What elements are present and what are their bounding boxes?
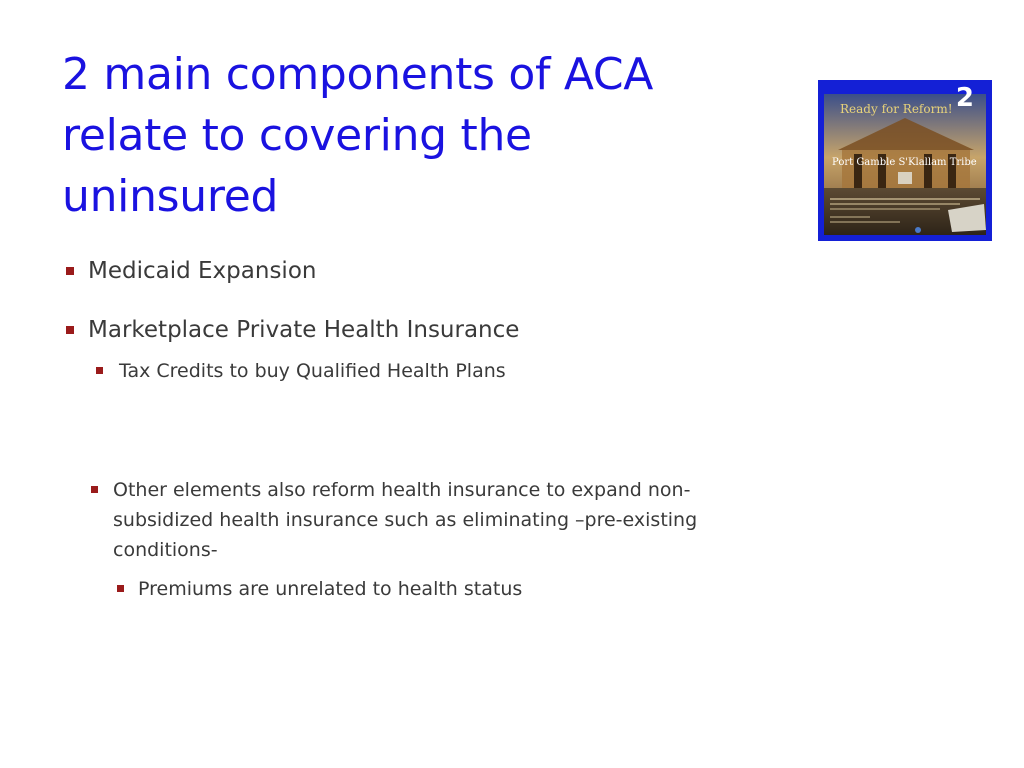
bullet-marker — [91, 486, 98, 493]
bullet-text: Medicaid Expansion — [88, 258, 317, 284]
title-line: 2 main components of ACA — [62, 49, 654, 100]
bullet-text: Marketplace Private Health Insurance — [88, 317, 520, 343]
bullet-text: Tax Credits to buy Qualified Health Plans — [119, 360, 506, 382]
title-line: uninsured — [62, 171, 279, 222]
bullet-marker — [66, 326, 74, 334]
bullet-marker — [66, 267, 74, 275]
sub-bullet-item — [113, 475, 733, 565]
slide-title — [62, 44, 782, 227]
bullet-marker — [96, 367, 103, 374]
thumbnail-caption: Port Gamble S'Klallam Tribe — [832, 157, 977, 168]
title-line: relate to covering the — [62, 110, 532, 161]
bullet-item — [88, 256, 316, 286]
bullet-text: Premiums are unrelated to health status — [138, 578, 523, 600]
sub-bullet-item — [119, 356, 506, 386]
slide-thumbnail — [818, 80, 992, 241]
sub-sub-bullet-item — [138, 574, 522, 604]
thumbnail-headline: Ready for Reform! — [840, 102, 953, 116]
bullet-text: Other elements also reform health insurance to expand non-subsidized health insurance such as eliminating –pre-existing conditions- — [113, 479, 698, 561]
bullet-item — [88, 315, 519, 345]
bullet-marker — [117, 585, 124, 592]
slide-number: 2 — [955, 83, 974, 113]
